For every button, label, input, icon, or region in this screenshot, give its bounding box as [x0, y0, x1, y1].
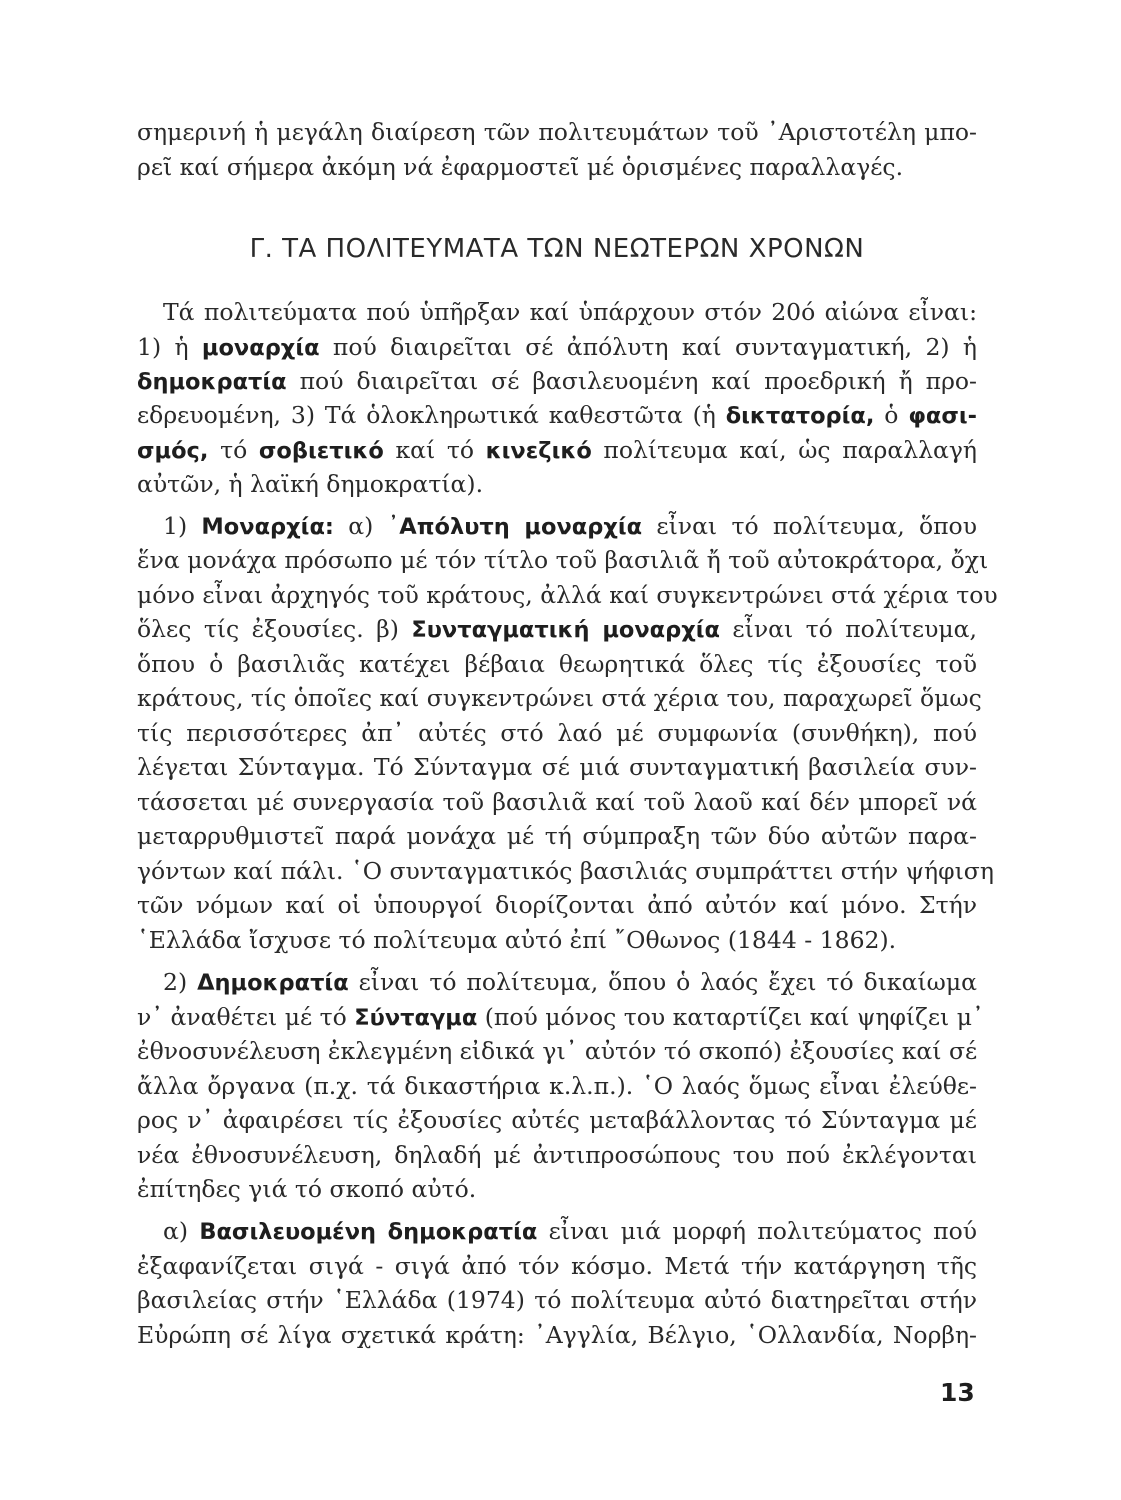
section-heading: Γ. ΤΑ ΠΟΛΙΤΕΥΜΑΤΑ ΤΩΝ ΝΕΩΤΕΡΩΝ ΧΡΟΝΩΝ	[249, 234, 865, 264]
p2-line-4: ὅλες τίς ἐξουσίες. β) Συνταγματική μοναρχία εἶναι τό πολίτευμα,	[137, 615, 977, 643]
p2-line-7: τίς περισσότερες ἀπ᾿ αὐτές στό λαό μέ συμφωνία (συνθήκη), πού	[137, 719, 977, 747]
p2-line-13: ῾Ελλάδα ἴσχυσε τό πολίτευμα αὐτό ἐπί ῎Οθωνος (1844 - 1862).	[137, 926, 897, 954]
page-number: 13	[940, 1378, 975, 1407]
p1-line-5: σμός, τό σοβιετικό καί τό κινεζικό πολίτευμα καί, ὡς παραλλαγή	[137, 436, 977, 464]
p2-line-1: 1) Μοναρχία: α) ᾿Απόλυτη μοναρχία εἶναι τό πολίτευμα, ὅπου	[163, 512, 977, 540]
p1-line-4: εδρευομένη, 3) Τά ὁλοκληρωτικά καθεστῶτα (ἡ δικτατορία, ὁ φασι-	[137, 401, 977, 429]
p2-line-5: ὅπου ὁ βασιλιᾶς κατέχει βέβαια θεωρητικά ὅλες τίς ἐξουσίες τοῦ	[137, 650, 977, 678]
p3-line-2: ν᾿ ἀναθέτει μέ τό Σύνταγμα (πού μόνος του καταρτίζει καί ψηφίζει μ᾿	[137, 1003, 984, 1031]
p2-line-8: λέγεται Σύνταγμα. Τό Σύνταγμα σέ μιά συνταγματική βασιλεία συν-	[137, 753, 977, 781]
p4-line-4: Εὐρώπη σέ λίγα σχετικά κράτη: ᾿Αγγλία, Βέλγιο, ῾Ολλανδία, Νορβη-	[137, 1321, 977, 1349]
p3-line-7: ἐπίτηδες γιά τό σκοπό αὐτό.	[137, 1175, 477, 1203]
p3-line-5: ρος ν᾿ ἀφαιρέσει τίς ἐξουσίες αὐτές μεταβάλλοντας τό Σύνταγμα μέ	[137, 1106, 977, 1134]
p4-line-3: βασιλείας στήν ῾Ελλάδα (1974) τό πολίτευμα αὐτό διατηρεῖται στήν	[137, 1286, 977, 1314]
intro-line-1: σημερινή ἡ μεγάλη διαίρεση τῶν πολιτευμάτων τοῦ ᾿Αριστοτέλη μπο-	[137, 118, 977, 146]
p1-line-1: Τά πολιτεύματα πού ὑπῆρξαν καί ὑπάρχουν στόν 20ό αἰώνα εἶναι:	[163, 298, 977, 326]
p3-line-1: 2) Δημοκρατία εἶναι τό πολίτευμα, ὅπου ὁ λαός ἔχει τό δικαίωμα	[163, 968, 977, 996]
p2-line-11: γόντων καί πάλι. ῾Ο συνταγματικός βασιλιάς συμπράττει στήν ψήφιση	[137, 857, 994, 885]
p4-line-1: α) Βασιλευομένη δημοκρατία εἶναι μιά μορφή πολιτεύματος πού	[163, 1217, 978, 1245]
p1-line-6: αὐτῶν, ἡ λαϊκή δημοκρατία).	[137, 470, 484, 498]
intro-line-2: ρεῖ καί σήμερα ἀκόμη νά ἐφαρμοστεῖ μέ ὁρισμένες παραλλαγές.	[137, 153, 904, 181]
p2-line-6: κράτους, τίς ὁποῖες καί συγκεντρώνει στά χέρια του, παραχωρεῖ ὅμως	[137, 684, 982, 712]
p3-line-3: ἐθνοσυνέλευση ἐκλεγμένη εἰδικά γι᾿ αὐτόν τό σκοπό) ἐξουσίες καί σέ	[137, 1037, 978, 1065]
p2-line-2: ἕνα μονάχα πρόσωπο μέ τόν τίτλο τοῦ βασιλιᾶ ἤ τοῦ αὐτοκράτορα, ὄχι	[137, 546, 989, 574]
p3-line-6: νέα ἐθνοσυνέλευση, δηλαδή μέ ἀντιπροσώπους του πού ἐκλέγονται	[137, 1141, 977, 1169]
p1-line-2: 1) ἡ μοναρχία πού διαιρεῖται σέ ἀπόλυτη καί συνταγματική, 2) ἡ	[137, 333, 978, 361]
p2-line-12: τῶν νόμων καί οἱ ὑπουργοί διορίζονται ἀπό αὐτόν καί μόνο. Στήν	[137, 891, 977, 919]
p4-line-2: ἐξαφανίζεται σιγά - σιγά ἀπό τόν κόσμο. Μετά τήν κατάργηση τῆς	[137, 1252, 977, 1280]
p3-line-4: ἄλλα ὄργανα (π.χ. τά δικαστήρια κ.λ.π.). ῾Ο λαός ὅμως εἶναι ἐλεύθε-	[137, 1072, 977, 1100]
p2-line-9: τάσσεται μέ συνεργασία τοῦ βασιλιᾶ καί τοῦ λαοῦ καί δέν μπορεῖ νά	[137, 788, 977, 816]
p2-line-3: μόνο εἶναι ἀρχηγός τοῦ κράτους, ἀλλά καί συγκεντρώνει στά χέρια του	[137, 581, 998, 609]
p2-line-10: μεταρρυθμιστεῖ παρά μονάχα μέ τή σύμπραξη τῶν δύο αὐτῶν παρα-	[137, 822, 977, 850]
p1-line-3: δημοκρατία πού διαιρεῖται σέ βασιλευομένη καί προεδρική ἤ προ-	[137, 367, 977, 395]
